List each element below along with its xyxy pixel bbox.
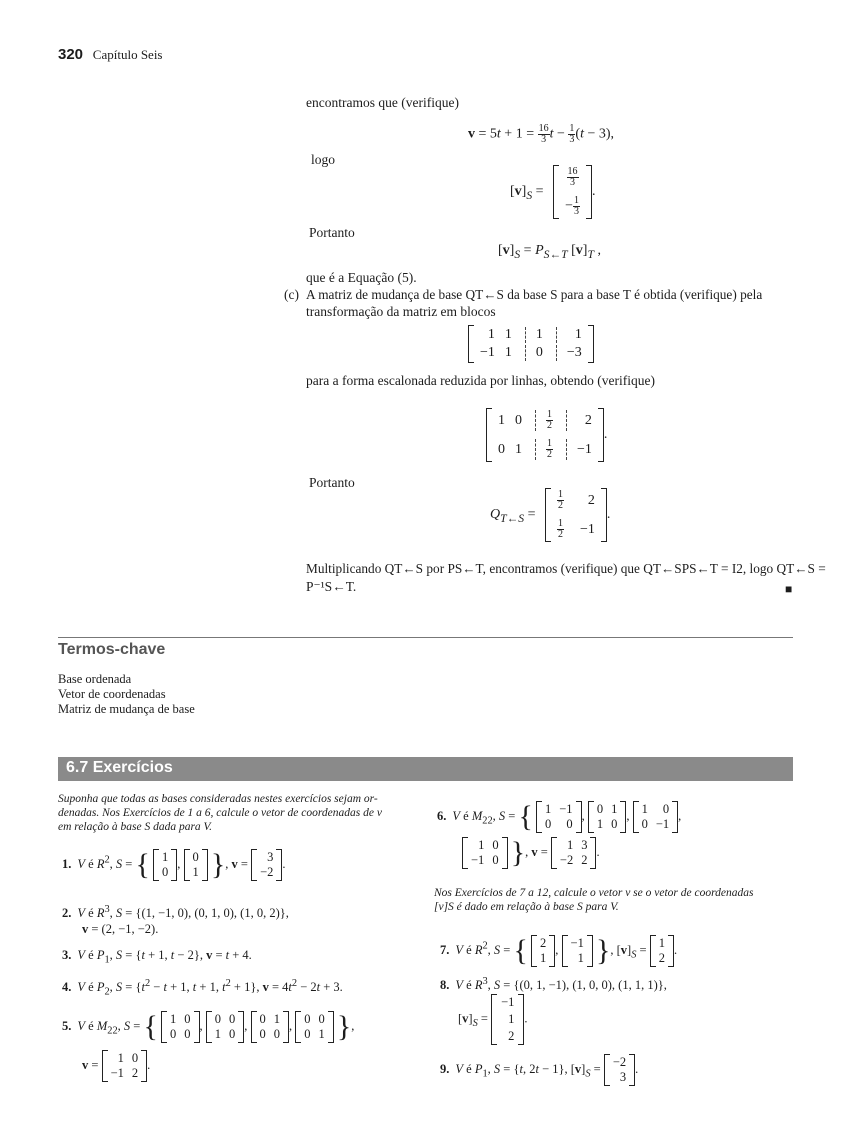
key-term-item: Matriz de mudança de base <box>58 702 195 716</box>
exercise-8: 8. V é $R^3$, S = {(0, 1, −1), (1, 0, 0), (1, 1, 1)}, <box>440 976 667 993</box>
exercises-title: 6.7 Exercícios <box>66 759 173 776</box>
key-terms-list <box>58 672 195 717</box>
exercise-8-v: $[v]_S$ = −1 1 2 . <box>458 995 528 1043</box>
matrix-entry: 0 <box>535 345 543 360</box>
key-term-item: Vetor de coordenadas <box>58 687 166 701</box>
key-terms-title: Termos-chave <box>58 641 166 658</box>
running-header <box>58 46 163 63</box>
matrix-entry: 1 <box>504 327 512 342</box>
multiplicando-line-2: P⁻¹S←T. <box>306 579 357 594</box>
exercise-3: 3. V é $P_1$, S = {t + 1, t − 2}, v = t + 4. <box>62 948 252 966</box>
matrix-entry: $\frac{1}{2}$ <box>547 438 552 460</box>
exercise-7: 7. V é $R^2$, S = { 2 1 , −1 1 }, $[v]_S$ = 1 2 . <box>440 934 678 967</box>
matrix-entry: 1 <box>574 327 582 342</box>
partition-line <box>566 410 567 431</box>
partition-line <box>525 345 526 361</box>
exercise-5-v: v = 1 0 −1 2 . <box>82 1051 151 1080</box>
matrix-entry: 1 <box>504 345 512 360</box>
matrix-entry: 0 <box>515 412 522 428</box>
exercises-intro: Suponha que todas as bases consideradas nestes exercícios sejam or- denadas. Nos Exercícios de 1 a 6, calcule o vetor de coordenadas de v em relação à base S dada para V. <box>58 793 382 833</box>
equation-vs: $[v]_S$ = $\frac{16}{3}$ − $\frac{1}{3}$ . <box>510 166 596 217</box>
logo-word: logo <box>311 152 336 167</box>
exercises-intro-2: Nos Exercícios de 7 a 12, calcule o vetor v se o vetor de coordenadas [v]S é dado em relação à base S para V. <box>434 887 754 913</box>
block-matrix <box>468 325 594 363</box>
exercise-2: 2. V é $R^3$, S = {(1, −1, 0), (0, 1, 0), (1, 0, 2)}, v = (2, −1, −2). <box>62 904 289 937</box>
exercise-9: 9. V é $P_1$, S = {t, 2t − 1}, $[v]_S$ = −2 3 . <box>440 1055 639 1084</box>
exercise-6: 6. V é $M_{22}$, S = { 1 −1 0 0 , 0 1 1 0 , 1 0 0 −1 , <box>437 800 682 833</box>
portanto-1: Portanto <box>309 225 355 240</box>
partition-line <box>525 327 526 343</box>
matrix-entry: −3 <box>566 345 582 360</box>
part-c-label: (c) <box>284 287 299 302</box>
key-term-item: Base ordenada <box>58 672 132 686</box>
matrix-entry: −1 <box>580 521 595 537</box>
exercise-6-cont: 1 0 −1 0 }, v = 1 3 −2 2 . <box>462 836 600 870</box>
end-of-example-mark: ■ <box>785 582 793 596</box>
equation-q: $Q_{T\leftarrow S}$ = $\frac{1}{2}$ 2 $\frac{1}{2}$ −1 . <box>490 489 611 540</box>
matrix-entry: 1 <box>487 327 495 342</box>
matrix-entry: 2 <box>587 492 595 508</box>
partition-line <box>556 327 557 343</box>
exercise-1: 1. V é $R^2$, S = { 1 0 , 0 1 }, v = 3 −2 . <box>62 848 286 881</box>
exercise-4: 4. V é $P_2$, $S = \{t^2 - t + 1$, t + 1, $t^2 + 1$}, $v = 4t^2 - 2t + 3$. <box>62 978 343 998</box>
matrix-entry: $\frac{1}{2}$ <box>558 518 563 540</box>
matrix-entry: $\frac{1}{2}$ <box>547 409 552 431</box>
matrix-entry: −1 <box>480 345 495 360</box>
part-c-text-2: transformação da matriz em blocos <box>306 304 496 319</box>
equacao-5-line: que é a Equação (5). <box>306 270 417 285</box>
matrix-entry: 1 <box>535 327 543 342</box>
partition-line <box>566 439 567 460</box>
chapter-title: Capítulo Seis <box>92 47 163 62</box>
example-line-1: encontramos que (verifique) <box>306 95 459 110</box>
multiplicando-line-1: Multiplicando QT←S por PS←T, encontramos (verifique) que QT←SPS←T = I2, logo QT←S = <box>306 561 826 576</box>
exercise-5: 5. V é $M_{22}$, S = { 1 0 0 0 , 0 0 1 0 , 0 1 0 0 , 0 0 0 1 }, <box>62 1010 355 1043</box>
partition-line <box>535 410 536 431</box>
exercises-header-bar <box>58 757 793 781</box>
matrix-entry: −1 <box>577 441 592 457</box>
matrix-entry: $\frac{1}{2}$ <box>558 489 563 511</box>
matrix-entry: 1 <box>515 441 522 457</box>
equation-change: $[v]_S = P_{S\leftarrow T}$ $[v]_T$ , <box>498 243 601 261</box>
para-forma-line: para a forma escalonada reduzida por linhas, obtendo (verifique) <box>306 373 655 388</box>
part-c-text-1: A matriz de mudança de base QT←S da base S para a base T é obtida (verifique) pela <box>306 287 763 302</box>
partition-line <box>556 345 557 361</box>
portanto-2: Portanto <box>309 475 355 490</box>
rref-matrix: 1 0 $\frac{1}{2}$ 2 0 1 $\frac{1}{2}$ −1 . <box>486 408 607 462</box>
equation-v: v = 5t + 1 = $\frac{16}{3}$ t − $\frac{1}{3}$ (t − 3), <box>468 123 615 145</box>
page-number: 320 <box>58 46 84 63</box>
matrix-entry: 1 <box>498 412 505 428</box>
matrix-entry: 2 <box>584 412 592 428</box>
key-terms-rule <box>58 637 793 638</box>
matrix-entry: 0 <box>498 441 505 457</box>
partition-line <box>535 439 536 460</box>
